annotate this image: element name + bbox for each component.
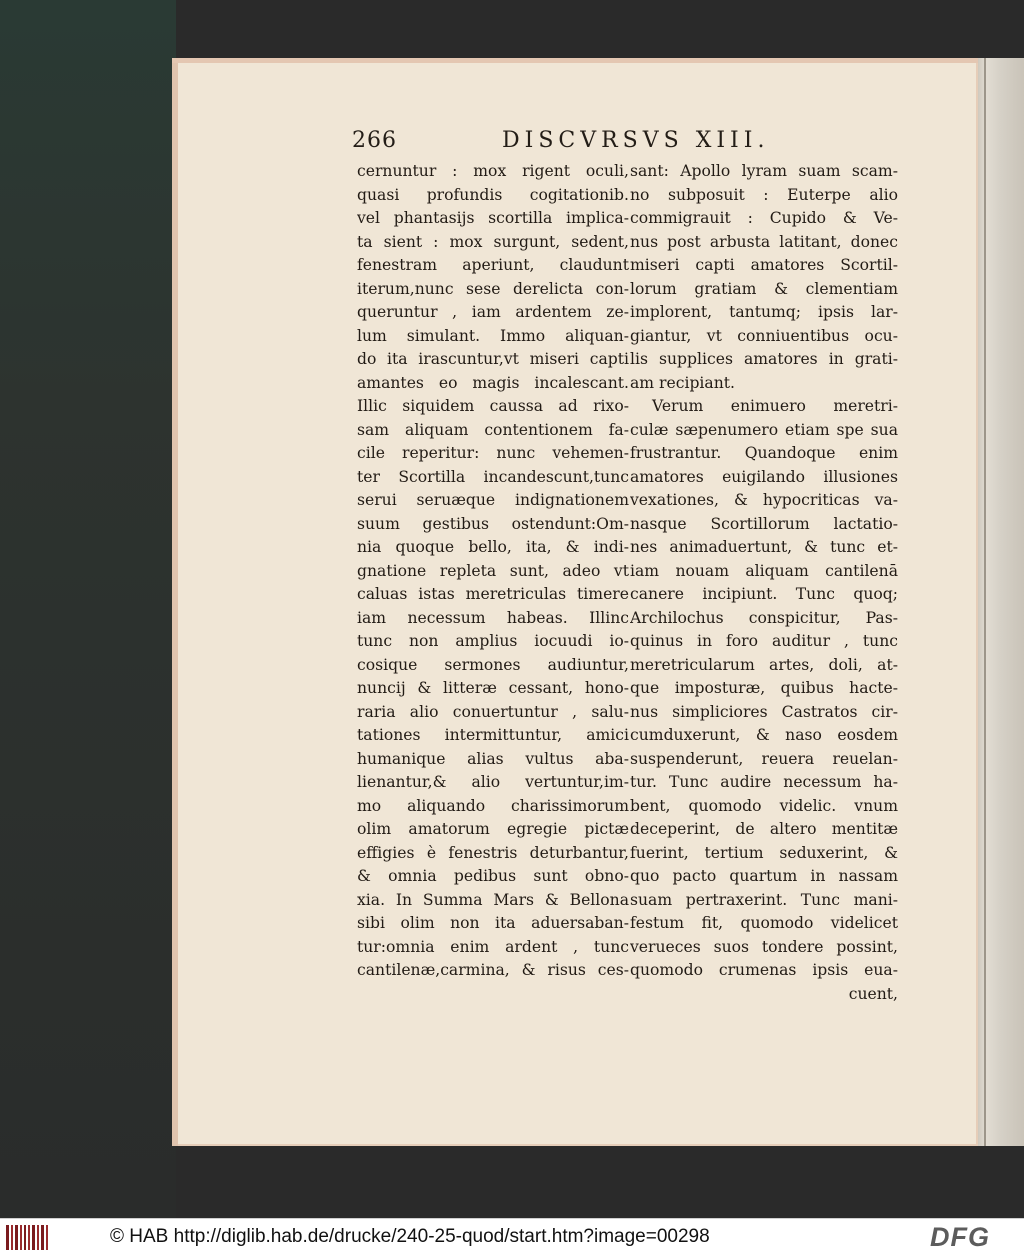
- text-line: deceperint, de altero mentitæ: [630, 820, 898, 838]
- text-line: quo pacto quartum in nassam: [630, 867, 898, 885]
- text-line: implorent, tantumq; ipsis lar-: [630, 303, 898, 321]
- text-line: frustrantur. Quandoque enim: [630, 444, 898, 462]
- text-line: lienantur,& alio vertuntur,im-: [357, 773, 629, 791]
- text-line: iam nouam aliquam cantilenā: [630, 561, 898, 580]
- text-line: lorum gratiam & clementiam: [630, 279, 898, 298]
- text-line: amantes eo magis incalescant.: [357, 373, 629, 392]
- page-header: [352, 128, 782, 160]
- text-line: xia. In Summa Mars & Bellona: [357, 890, 629, 909]
- left-text-column: [357, 160, 629, 983]
- text-line: do ita irascuntur,vt miseri capti: [357, 350, 629, 368]
- text-line: nasque Scortillorum lactatio-: [630, 514, 898, 533]
- text-line: fuerint, tertium seduxerint, &: [630, 843, 898, 862]
- text-line: cumduxerunt, & naso eosdem: [630, 726, 898, 744]
- text-line: meretricularum artes, doli, at-: [630, 655, 898, 674]
- text-line: ter Scortilla incandescunt,tunc: [357, 467, 629, 486]
- text-line: queruntur , iam ardentem ze-: [357, 303, 629, 321]
- text-line: quasi profundis cogitationib.: [357, 185, 629, 204]
- text-line: Verum enimuero meretri-: [652, 397, 898, 415]
- text-line: Archilochus conspicitur, Pas-: [630, 608, 898, 627]
- text-line: nus simpliciores Castratos cir-: [630, 702, 898, 721]
- text-line: am recipiant.: [630, 373, 735, 392]
- text-line: fenestram aperiunt, claudunt: [357, 256, 629, 274]
- text-line: serui seruæque indignationem: [357, 491, 629, 509]
- text-line: cile reperitur: nunc vehemen-: [357, 444, 629, 462]
- text-line: commigrauit : Cupido & Ve-: [630, 209, 898, 227]
- text-line: tationes intermittuntur, amici: [357, 726, 629, 744]
- text-line: suspenderunt, reuera reuelan-: [630, 749, 898, 768]
- text-line: nus post arbusta latitant, donec: [630, 232, 898, 251]
- text-line: sibi olim non ita aduersaban-: [357, 914, 629, 932]
- text-line: vexationes, & hypocriticas va-: [630, 491, 898, 509]
- text-line: miseri capti amatores Scortil-: [630, 256, 898, 274]
- text-line: suum gestibus ostendunt:Om-: [357, 514, 629, 533]
- text-line: nes animaduertunt, & tunc et-: [630, 538, 898, 556]
- text-line: iam necessum habeas. Illinc: [357, 608, 629, 627]
- text-line: festum fit, quomodo videlicet: [630, 914, 898, 932]
- text-line: canere incipiunt. Tunc quoq;: [630, 585, 898, 603]
- text-line: & omnia pedibus sunt obno-: [357, 867, 629, 885]
- text-line: raria alio conuertuntur , salu-: [357, 702, 629, 721]
- cloth-backdrop: [0, 0, 176, 1218]
- text-line: vel phantasijs scortilla implica-: [357, 209, 629, 227]
- text-line: no subposuit : Euterpe alio: [630, 185, 898, 204]
- footer-banner: [0, 1218, 1024, 1255]
- facing-page-edge: [978, 58, 1024, 1146]
- text-line: quinus in foro auditur , tunc: [630, 632, 898, 650]
- barcode-icon: [6, 1225, 48, 1250]
- text-line: nuncij & litteræ cessant, hono-: [357, 679, 629, 697]
- text-line: cuent,: [848, 984, 898, 1003]
- text-line: iterum,nunc sese derelicta con-: [357, 279, 629, 298]
- text-line: tur. Tunc audire necessum ha-: [630, 773, 898, 791]
- page-edge-left: [172, 58, 178, 1146]
- right-text-column: [630, 160, 898, 1006]
- dfg-logo-icon: DFG: [930, 1222, 990, 1252]
- text-line: cernuntur : mox rigent oculi,: [357, 162, 629, 180]
- text-line: gnatione repleta sunt, adeo vt: [357, 561, 629, 580]
- running-head: DISCVRSVS XIII.: [502, 128, 770, 153]
- text-line: mo aliquando charissimorum: [357, 796, 629, 815]
- text-line: tur:omnia enim ardent , tunc: [357, 937, 629, 956]
- text-line: verueces suos tondere possint,: [630, 937, 898, 956]
- text-line: que imposturæ, quibus hacte-: [630, 679, 898, 697]
- text-line: olim amatorum egregie pictæ: [357, 820, 629, 838]
- text-line: cantilenæ,carmina, & risus ces-: [357, 961, 629, 979]
- text-line: suam pertraxerint. Tunc mani-: [630, 890, 898, 909]
- text-line: nia quoque bello, ita, & indi-: [357, 538, 629, 556]
- page-edge-top: [172, 58, 978, 63]
- text-line: sam aliquam contentionem fa-: [357, 420, 629, 439]
- page-number: 266: [352, 128, 397, 153]
- text-line: Illic siquidem caussa ad rixo-: [357, 397, 629, 415]
- text-line: sant: Apollo lyram suam scam-: [630, 162, 898, 180]
- text-line: giantur, vt conniuentibus ocu-: [630, 326, 898, 345]
- text-line: amatores euigilando illusiones: [630, 467, 898, 486]
- text-line: caluas istas meretriculas timere: [357, 585, 629, 603]
- text-line: tunc non amplius iocuudi io-: [357, 632, 629, 650]
- text-line: lis supplices amatores in grati-: [630, 350, 898, 368]
- text-line: effigies è fenestris deturbantur,: [357, 843, 629, 862]
- text-line: quomodo crumenas ipsis eua-: [630, 961, 898, 979]
- text-line: culæ sæpenumero etiam spe sua: [630, 420, 898, 439]
- text-line: humanique alias vultus aba-: [357, 749, 629, 768]
- copyright-url[interactable]: © HAB http://diglib.hab.de/drucke/240-25-quod/start.htm?image=00298: [110, 1226, 710, 1247]
- text-line: lum simulant. Immo aliquan-: [357, 326, 629, 345]
- text-line: ta sient : mox surgunt, sedent,: [357, 232, 629, 251]
- text-line: bent, quomodo videlic. vnum: [630, 796, 898, 815]
- text-line: cosique sermones audiuntur,: [357, 655, 629, 674]
- page-gutter-line: [984, 58, 986, 1146]
